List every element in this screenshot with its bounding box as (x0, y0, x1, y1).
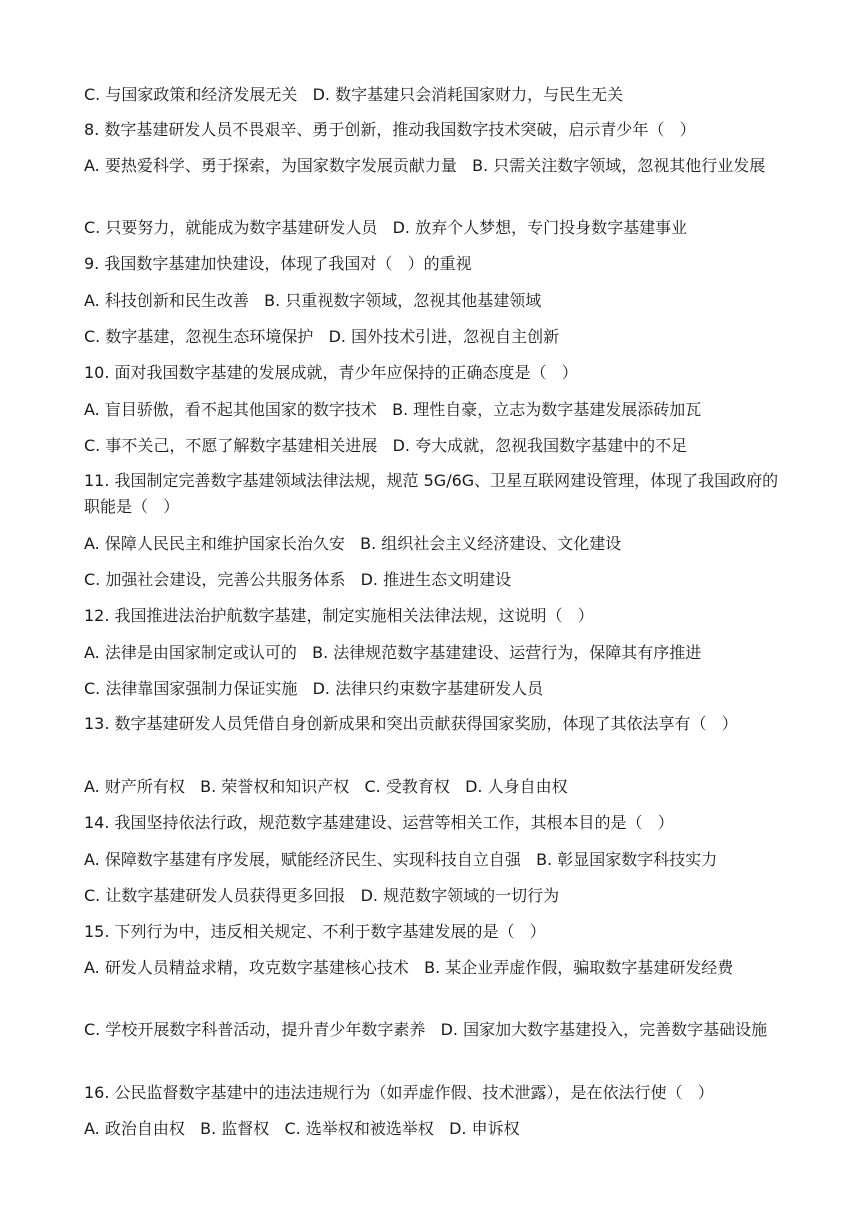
option-line-q14-cd: C. 让数字基建研发人员获得更多回报 D. 规范数字领域的一切行为 (84, 886, 560, 905)
option-line-q11-ab: A. 保障人民民主和维护国家长治久安 B. 组织社会主义经济建设、文化建设 (84, 534, 622, 553)
option-line-q9-ab: A. 科技创新和民生改善 B. 只重视数字领域，忽视其他基建领域 (84, 291, 542, 310)
question-14: 14. 我国坚持依法行政，规范数字基建建设、运营等相关工作，其根本目的是（ ） (84, 813, 674, 832)
option-line-q12-cd: C. 法律靠国家强制力保证实施 D. 法律只约束数字基建研发人员 (84, 679, 544, 698)
option-line-q9-cd: C. 数字基建，忽视生态环境保护 D. 国外技术引进，忽视自主创新 (84, 327, 560, 346)
question-8: 8. 数字基建研发人员不畏艰辛、勇于创新，推动我国数字技术突破，启示青少年（ ） (84, 120, 696, 139)
question-9: 9. 我国数字基建加快建设，体现了我国对（ ）的重视 (84, 254, 472, 273)
question-12: 12. 我国推进法治护航数字基建，制定实施相关法律法规，这说明（ ） (84, 606, 594, 625)
question-11: 11. 我国制定完善数字基建领域法律法规，规范 5G/6G、卫星互联网建设管理，体现了我国政府的职能是（ ） (84, 471, 779, 516)
option-line-q14-ab: A. 保障数字基建有序发展，赋能经济民生、实现科技自立自强 B. 彰显国家数字科技实力 (84, 850, 718, 869)
option-line-q15-ab: A. 研发人员精益求精，攻克数字基建核心技术 B. 某企业弄虚作假，骗取数字基建研发经费 (84, 958, 734, 977)
option-line-q13: A. 财产所有权 B. 荣誉权和知识产权 C. 受教育权 D. 人身自由权 (84, 777, 568, 796)
option-line-q15-cd: C. 学校开展数字科普活动，提升青少年数字素养 D. 国家加大数字基建投入，完善数字基础设施 (84, 1020, 768, 1039)
option-line-q10-cd: C. 事不关己，不愿了解数字基建相关进展 D. 夸大成就，忽视我国数字基建中的不足 (84, 436, 688, 455)
question-15: 15. 下列行为中，违反相关规定、不利于数字基建发展的是（ ） (84, 922, 546, 941)
option-line-q8-cd: C. 只要努力，就能成为数字基建研发人员 D. 放弃个人梦想，专门投身数字基建事业 (84, 218, 688, 237)
question-10: 10. 面对我国数字基建的发展成就，青少年应保持的正确态度是（ ） (84, 363, 578, 382)
option-line-q10-ab: A. 盲目骄傲，看不起其他国家的数字技术 B. 理性自豪，立志为数字基建发展添砖加瓦 (84, 400, 702, 419)
option-line-q12-ab: A. 法律是由国家制定或认可的 B. 法律规范数字基建建设、运营行为，保障其有序推进 (84, 643, 702, 662)
question-13: 13. 数字基建研发人员凭借自身创新成果和突出贡献获得国家奖励，体现了其依法享有（ ） (84, 714, 738, 733)
option-line-q8-ab: A. 要热爱科学、勇于探索，为国家数字发展贡献力量 B. 只需关注数字领域，忽视其他行业发展 (84, 156, 766, 175)
question-16: 16. 公民监督数字基建中的违法违规行为（如弄虚作假、技术泄露），是在依法行使（ ） (84, 1083, 714, 1102)
option-line-q7-cd: C. 与国家政策和经济发展无关 D. 数字基建只会消耗国家财力，与民生无关 (84, 85, 624, 104)
option-line-q16: A. 政治自由权 B. 监督权 C. 选举权和被选举权 D. 申诉权 (84, 1119, 520, 1138)
option-line-q11-cd: C. 加强社会建设，完善公共服务体系 D. 推进生态文明建设 (84, 570, 512, 589)
